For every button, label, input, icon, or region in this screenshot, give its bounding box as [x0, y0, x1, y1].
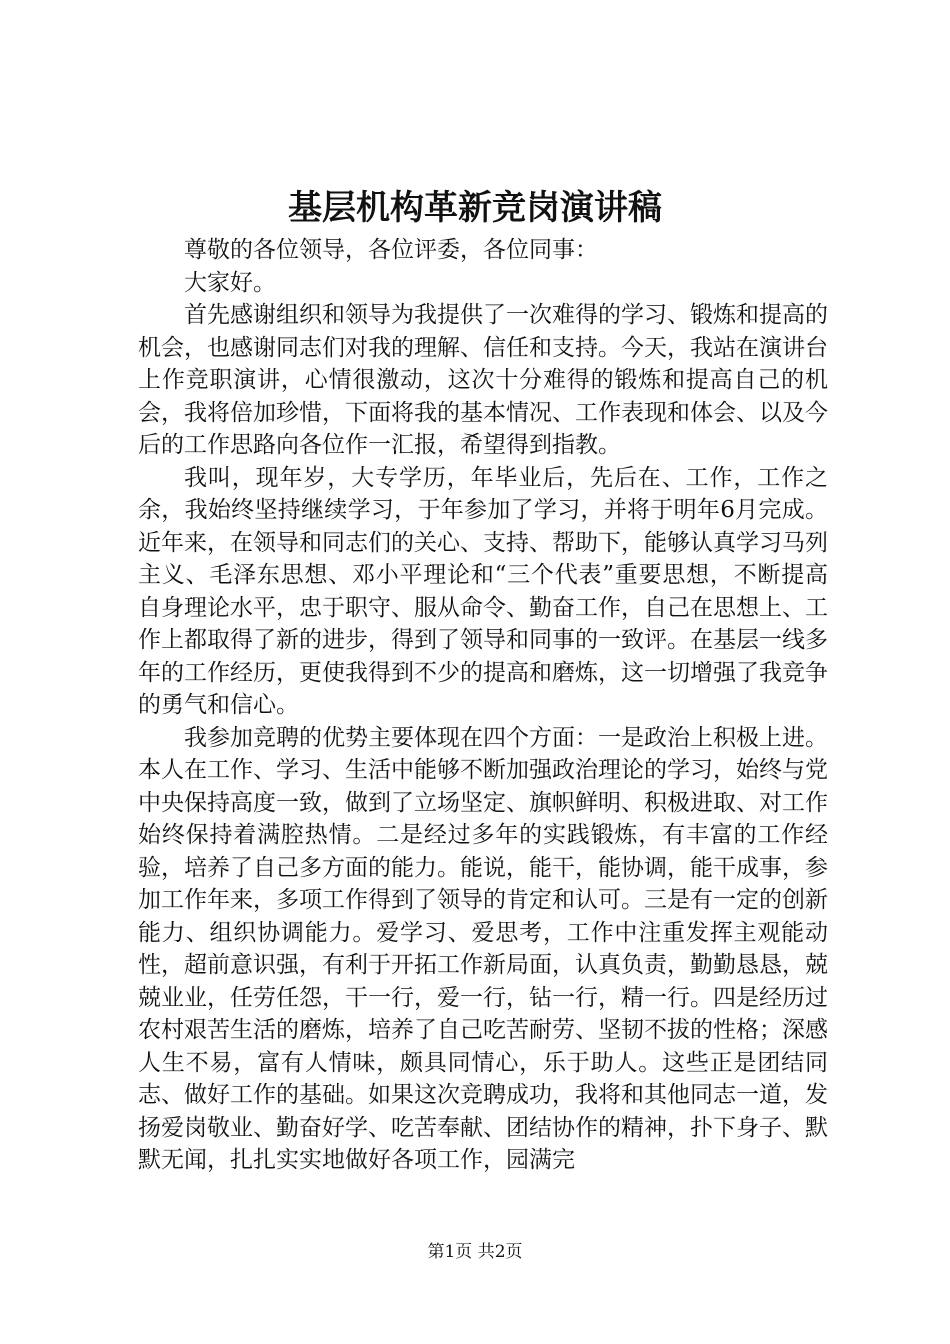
greeting-paragraph: 大家好。	[184, 269, 276, 296]
page-number-footer: 第1页 共2页	[427, 1242, 523, 1262]
self-introduction-paragraph: 我叫，现年岁，大专学历，年毕业后，先后在、工作，工作之余，我始终坚持继续学习，于年参加了学习，并将于明年6月完成。近年来，在领导和同志们的关心、支持、帮助下，能够认真学习马列主义、毛泽东思想、邓小平理论和“三个代表”重要思想，不断提高自身理论水平，忠于职守、服从命令、勤奋工作，自己在思想上、工作上都取得了新的进步，得到了领导和同事的一致评。在基层一线多年的工作经历，更使我得到不少的提高和磨炼，这一切增强了我竞争的勇气和信心。	[138, 464, 828, 718]
opening-paragraph: 首先感谢组织和领导为我提供了一次难得的学习、锻炼和提高的机会，也感谢同志们对我的理解、信任和支持。今天，我站在演讲台上作竞职演讲，心情很激动，这次十分难得的锻炼和提高自己的机会，我将倍加珍惜，下面将我的基本情况、工作表现和体会、以及今后的工作思路向各位作一汇报，希望得到指教。	[138, 302, 828, 458]
advantages-paragraph: 我参加竞聘的优势主要体现在四个方面：一是政治上积极上进。本人在工作、学习、生活中能够不断加强政治理论的学习，始终与党中央保持高度一致，做到了立场坚定、旗帜鲜明、积极进取、对工作始终保持着满腔热情。二是经过多年的实践锻炼，有丰富的工作经验，培养了自己多方面的能力。能说，能干，能协调，能干成事，参加工作年来，多项工作得到了领导的肯定和认可。三是有一定的创新能力、组织协调能力。爱学习、爱思考，工作中注重发挥主观能动性，超前意识强，有利于开拓工作新局面，认真负责，勤勤恳恳，兢兢业业，任劳任怨，干一行，爱一行，钻一行，精一行。四是经历过农村艰苦生活的磨炼，培养了自己吃苦耐劳、坚韧不拔的性格；深感人生不易，富有人情味，颇具同情心，乐于助人。这些正是团结同志、做好工作的基础。如果这次竞聘成功，我将和其他同志一道，发扬爱岗敬业、勤奋好学、吃苦奉献、团结协作的精神，扑下身子、默默无闻，扎扎实实地做好各项工作，园满完	[138, 724, 828, 1173]
document-title: 基层机构革新竞岗演讲稿	[288, 188, 662, 228]
salutation-paragraph: 尊敬的各位领导，各位评委，各位同事：	[184, 237, 598, 263]
document-body	[138, 234, 828, 1177]
